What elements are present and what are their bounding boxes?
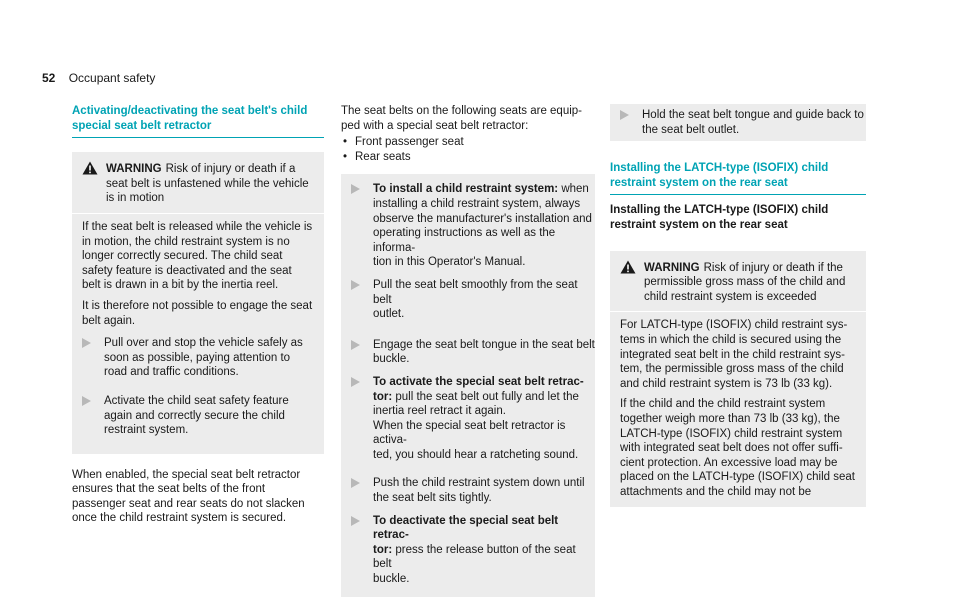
list-item: • Rear seats [341,150,595,165]
step-arrow-icon [351,280,360,290]
step-item [351,338,595,367]
warning-box [610,251,866,508]
heading-line: Installing the LATCH-type (ISOFIX) child [610,162,829,175]
section-heading [72,104,324,138]
instruction-title: tor: [373,390,393,403]
page-header [42,71,155,85]
warning-triangle-icon [620,260,636,274]
line: observe the manufacturer's installation and [373,212,592,225]
step-item [82,394,314,438]
line: Pull the seat belt smoothly from the seat belt [373,278,578,306]
instruction-block [610,104,866,141]
warning-header [620,261,856,305]
line: the seat belt outlet. [642,123,740,136]
line: ensures that the seat belts of the front [72,483,266,496]
line: Hold the seat belt tongue and guide back to [642,109,864,121]
line: belt is drawn in a bit by the inertia reel. [82,279,279,292]
step-item [351,514,595,587]
step-item [351,278,595,322]
heading-line: special seat belt retractor [72,119,212,132]
step-item [620,108,866,137]
step-arrow-icon [82,396,91,406]
line: Engage the seat belt tongue in the seat belt [373,338,595,351]
step-arrow-icon [351,377,360,387]
section-title: Occupant safety [68,71,156,85]
paragraph [620,397,856,499]
step-arrow-icon [351,516,360,526]
line: buckle. [373,573,410,586]
instruction-title: To activate the special seat belt retrac- [373,375,584,388]
line: tems in which the child is secured using the [620,333,842,346]
heading-line: Installing the LATCH-type (ISOFIX) child [610,204,829,217]
line: LATCH-type (ISOFIX) child restraint system [620,427,843,440]
section-heading [610,161,866,195]
step-item [351,476,595,505]
line: If the child and the child restraint system [620,398,826,411]
instruction-title: To deactivate the special seat belt retrac- [373,514,559,542]
line: restraint system. [104,424,189,437]
paragraph [341,104,595,133]
step-arrow-icon [620,110,629,120]
heading-line: restraint system on the rear seat [610,176,788,189]
line: when [561,183,589,196]
column-3 [610,104,866,507]
line: Push the child restraint system down until [373,477,585,490]
step-arrow-icon [82,338,91,348]
line: tion in this Operator's Manual. [373,256,526,269]
line: buckle. [373,353,410,366]
instruction-block [341,174,595,596]
line: the seat belt sits tightly. [373,492,492,505]
warning-text: Risk of injury or death if the [703,261,843,274]
line: integrated seat belt in the child restraint sys- [620,348,846,361]
line: outlet. [373,308,405,321]
divider [72,213,324,214]
step-item [351,182,595,270]
page-number: 52 [42,71,56,85]
line: belt again. [82,314,136,327]
step-arrow-icon [351,184,360,194]
line: pull the seat belt out fully and let the [395,390,579,403]
step-arrow-icon [351,478,360,488]
heading-line: restraint system on the rear seat [610,218,788,231]
line: installing a child restraint system, always [373,197,581,210]
line: ted, you should hear a ratcheting sound. [373,448,579,461]
paragraph [82,299,314,328]
step-item [351,375,595,463]
line: When enabled, the special seat belt retractor [72,468,301,481]
warning-text: is in motion [106,192,165,205]
line: safety feature is deactivated and the seat [82,264,292,277]
line: and child restraint system is 73 lb (33 kg). [620,377,833,390]
bullet-list [341,135,595,164]
line: once the child restraint system is secured. [72,512,287,525]
line: attachments and the child may not be [620,485,812,498]
warning-header [82,162,314,206]
instruction-title: To install a child restraint system: [373,183,559,196]
heading-line: Activating/deactivating the seat belt's child [72,105,308,117]
warning-label: WARNING [644,261,700,274]
warning-text: child restraint system is exceeded [644,290,817,303]
line: soon as possible, paying attention to [104,351,291,364]
line: tem, the permissible gross mass of the child [620,363,844,376]
warning-text: Risk of injury or death if a [165,163,296,176]
paragraph [72,468,324,526]
line: If the seat belt is released while the vehicle is [82,220,313,233]
paragraph [82,220,314,293]
line: longer correctly secured. The child seat [82,250,283,263]
line: Activate the child seat safety feature [104,394,289,407]
line: passenger seat and rear seats do not slacken [72,497,305,510]
divider [610,311,866,312]
line: road and traffic conditions. [104,366,239,379]
line: together weigh more than 73 lb (33 kg), the [620,412,840,425]
warning-label: WARNING [106,163,162,176]
warning-text: permissible gross mass of the child and [644,276,846,289]
line: placed on the LATCH-type (ISOFIX) child seat [620,471,855,484]
warning-text: seat belt is unfastened while the vehicle [106,177,309,190]
list-item: • Front passenger seat [341,135,595,150]
line: It is therefore not possible to engage the seat [82,299,313,312]
line: Pull over and stop the vehicle safely as [104,337,303,350]
line: with integrated seat belt does not offer suffi- [620,442,843,455]
step-item [82,336,314,380]
step-arrow-icon [351,340,360,350]
line: The seat belts on the following seats are equip- [341,105,583,117]
column-1 [72,104,324,532]
line: operating instructions as well as the informa- [373,227,556,254]
sub-heading [610,203,866,232]
line: again and correctly secure the child [104,409,285,422]
line: ped with a special seat belt retractor: [341,119,529,132]
line: inertia reel retract it again. [373,405,506,418]
warning-box [72,152,324,454]
column-2 [341,104,595,597]
instruction-title: tor: [373,543,393,556]
line: press the release button of the seat belt [373,543,576,571]
paragraph [620,318,856,391]
line: When the special seat belt retractor is activa- [373,419,566,447]
line: For LATCH-type (ISOFIX) child restraint sys- [620,319,848,332]
warning-triangle-icon [82,161,98,175]
line: in motion, the child restraint system is no [82,235,290,248]
line: cient protection. An excessive load may be [620,456,838,469]
